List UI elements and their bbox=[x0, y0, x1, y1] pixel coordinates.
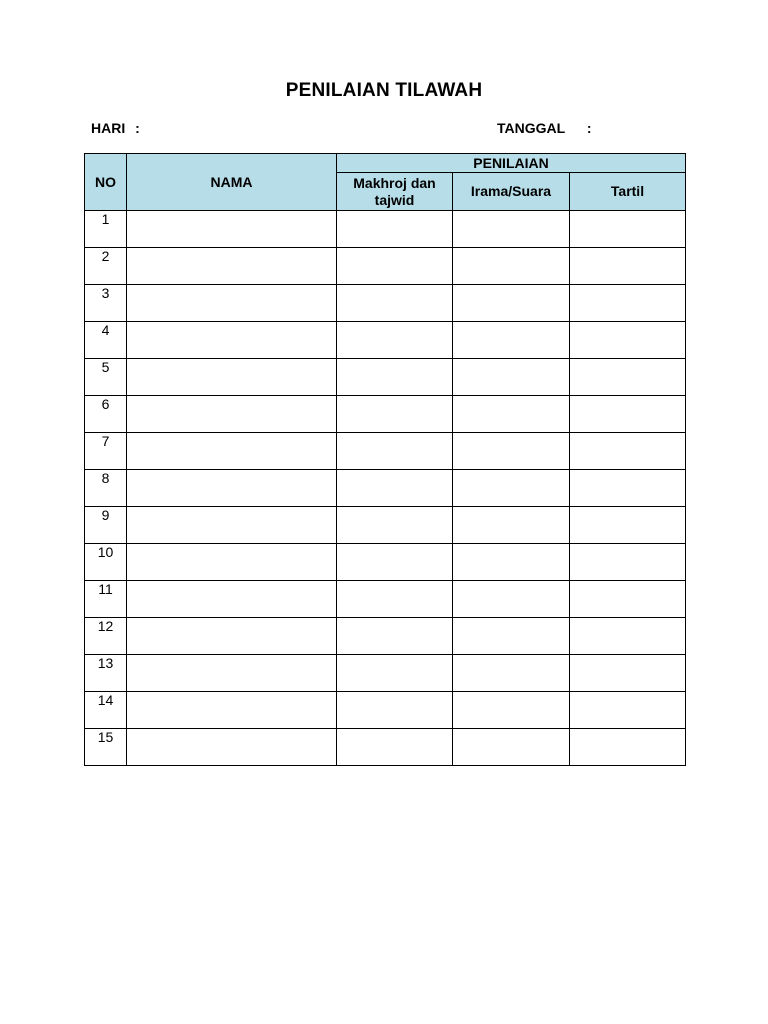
table-row bbox=[85, 655, 686, 692]
row-number: 11 bbox=[85, 581, 127, 618]
header-row-top bbox=[85, 154, 686, 173]
row-number: 12 bbox=[85, 618, 127, 655]
page-title: PENILAIAN TILAWAH bbox=[285, 80, 483, 101]
table-row bbox=[85, 433, 686, 470]
makhroj-cell[interactable] bbox=[337, 211, 453, 248]
row-number: 8 bbox=[85, 470, 127, 507]
irama-cell[interactable] bbox=[453, 581, 570, 618]
irama-cell[interactable] bbox=[453, 322, 570, 359]
nama-cell[interactable] bbox=[127, 692, 337, 729]
tartil-cell[interactable] bbox=[570, 544, 686, 581]
irama-cell[interactable] bbox=[453, 692, 570, 729]
hari-field bbox=[91, 120, 140, 136]
irama-cell[interactable] bbox=[453, 359, 570, 396]
table-row bbox=[85, 322, 686, 359]
nama-cell[interactable] bbox=[127, 544, 337, 581]
makhroj-cell[interactable] bbox=[337, 433, 453, 470]
makhroj-cell[interactable] bbox=[337, 581, 453, 618]
row-number: 15 bbox=[85, 729, 127, 766]
irama-cell[interactable] bbox=[453, 729, 570, 766]
table-row bbox=[85, 359, 686, 396]
hari-label: HARI bbox=[91, 120, 126, 136]
irama-cell[interactable] bbox=[453, 507, 570, 544]
irama-cell[interactable] bbox=[453, 618, 570, 655]
tartil-cell[interactable] bbox=[570, 285, 686, 322]
table-row bbox=[85, 618, 686, 655]
tartil-cell[interactable] bbox=[570, 211, 686, 248]
table-row bbox=[85, 470, 686, 507]
tartil-cell[interactable] bbox=[570, 470, 686, 507]
header-penilaian: PENILAIAN bbox=[337, 154, 686, 173]
tartil-cell[interactable] bbox=[570, 396, 686, 433]
table-row bbox=[85, 396, 686, 433]
row-number: 7 bbox=[85, 433, 127, 470]
table-row bbox=[85, 211, 686, 248]
header-tartil: Tartil bbox=[570, 173, 686, 211]
makhroj-cell[interactable] bbox=[337, 396, 453, 433]
makhroj-cell[interactable] bbox=[337, 470, 453, 507]
row-number: 14 bbox=[85, 692, 127, 729]
irama-cell[interactable] bbox=[453, 544, 570, 581]
row-number: 4 bbox=[85, 322, 127, 359]
tartil-cell[interactable] bbox=[570, 729, 686, 766]
makhroj-cell[interactable] bbox=[337, 544, 453, 581]
table-row bbox=[85, 248, 686, 285]
irama-cell[interactable] bbox=[453, 396, 570, 433]
header-makhroj: Makhroj dan tajwid bbox=[337, 173, 453, 211]
row-number: 5 bbox=[85, 359, 127, 396]
table-row bbox=[85, 581, 686, 618]
nama-cell[interactable] bbox=[127, 359, 337, 396]
table-row bbox=[85, 692, 686, 729]
nama-cell[interactable] bbox=[127, 729, 337, 766]
tartil-cell[interactable] bbox=[570, 322, 686, 359]
tartil-cell[interactable] bbox=[570, 692, 686, 729]
row-number: 10 bbox=[85, 544, 127, 581]
nama-cell[interactable] bbox=[127, 211, 337, 248]
tanggal-field bbox=[497, 120, 591, 136]
table-row bbox=[85, 544, 686, 581]
nama-cell[interactable] bbox=[127, 285, 337, 322]
row-number: 1 bbox=[85, 211, 127, 248]
nama-cell[interactable] bbox=[127, 433, 337, 470]
irama-cell[interactable] bbox=[453, 433, 570, 470]
header-no: NO bbox=[85, 154, 127, 211]
nama-cell[interactable] bbox=[127, 322, 337, 359]
tartil-cell[interactable] bbox=[570, 359, 686, 396]
tartil-cell[interactable] bbox=[570, 581, 686, 618]
table-row bbox=[85, 729, 686, 766]
nama-cell[interactable] bbox=[127, 507, 337, 544]
row-number: 13 bbox=[85, 655, 127, 692]
makhroj-cell[interactable] bbox=[337, 729, 453, 766]
hari-colon: : bbox=[135, 120, 140, 136]
nama-cell[interactable] bbox=[127, 618, 337, 655]
tartil-cell[interactable] bbox=[570, 507, 686, 544]
makhroj-cell[interactable] bbox=[337, 655, 453, 692]
row-number: 9 bbox=[85, 507, 127, 544]
nama-cell[interactable] bbox=[127, 248, 337, 285]
nama-cell[interactable] bbox=[127, 581, 337, 618]
tartil-cell[interactable] bbox=[570, 618, 686, 655]
makhroj-cell[interactable] bbox=[337, 285, 453, 322]
irama-cell[interactable] bbox=[453, 470, 570, 507]
table-body bbox=[85, 211, 686, 766]
table-row bbox=[85, 507, 686, 544]
makhroj-cell[interactable] bbox=[337, 618, 453, 655]
makhroj-cell[interactable] bbox=[337, 692, 453, 729]
nama-cell[interactable] bbox=[127, 655, 337, 692]
tanggal-colon: : bbox=[586, 120, 592, 136]
header-irama: Irama/Suara bbox=[453, 173, 570, 211]
tartil-cell[interactable] bbox=[570, 433, 686, 470]
row-number: 3 bbox=[85, 285, 127, 322]
makhroj-cell[interactable] bbox=[337, 248, 453, 285]
tanggal-label: TANGGAL bbox=[497, 120, 565, 136]
makhroj-cell[interactable] bbox=[337, 507, 453, 544]
irama-cell[interactable] bbox=[453, 285, 570, 322]
table-row bbox=[85, 285, 686, 322]
row-number: 2 bbox=[85, 248, 127, 285]
irama-cell[interactable] bbox=[453, 211, 570, 248]
nama-cell[interactable] bbox=[127, 396, 337, 433]
irama-cell[interactable] bbox=[453, 248, 570, 285]
irama-cell[interactable] bbox=[453, 655, 570, 692]
makhroj-cell[interactable] bbox=[337, 359, 453, 396]
row-number: 6 bbox=[85, 396, 127, 433]
header-nama: NAMA bbox=[127, 154, 337, 211]
tartil-cell[interactable] bbox=[570, 655, 686, 692]
assessment-table bbox=[84, 153, 686, 766]
tartil-cell[interactable] bbox=[570, 248, 686, 285]
makhroj-cell[interactable] bbox=[337, 322, 453, 359]
nama-cell[interactable] bbox=[127, 470, 337, 507]
